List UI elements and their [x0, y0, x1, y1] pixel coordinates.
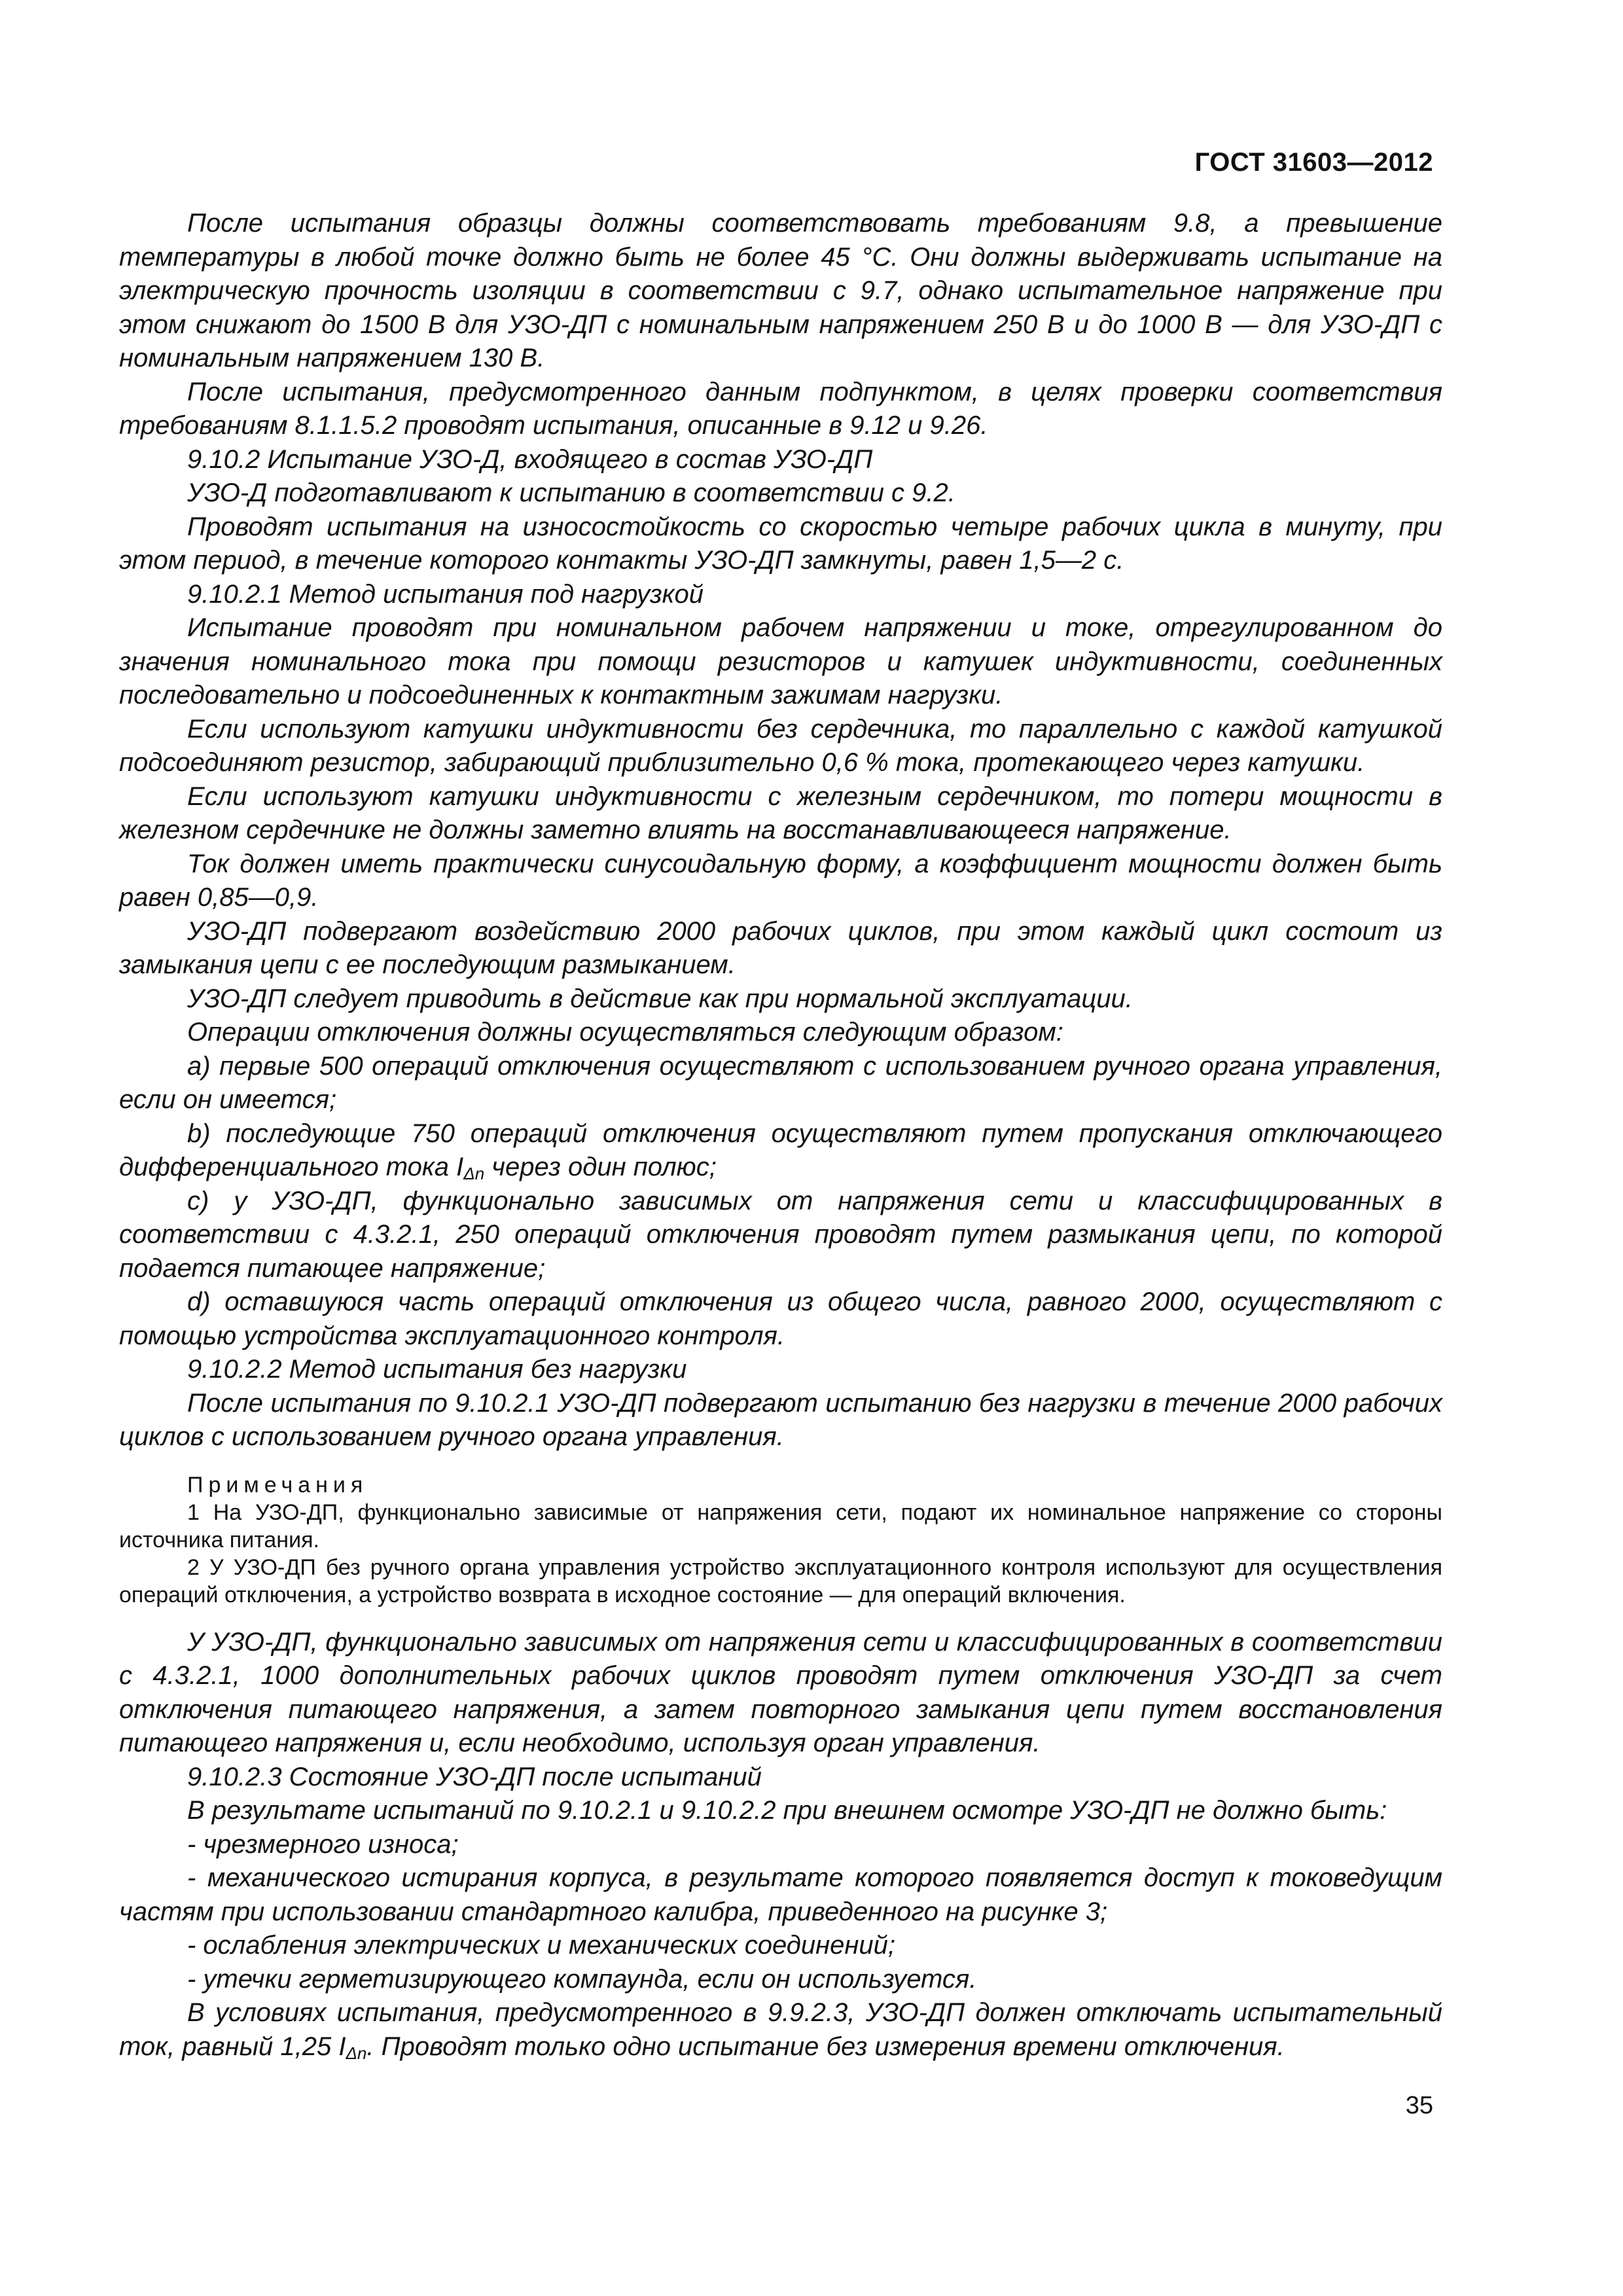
list-item: d) оставшуюся часть операций отключения из общего числа, равного 2000, осуществляют с помощью устройства эксплуатационного контроля. [119, 1287, 1442, 1350]
list-item: - чрезмерного износа; [187, 1829, 459, 1859]
list-item: а) первые 500 операций отключения осуществляют с использованием ручного органа управления, если он имеется; [119, 1051, 1442, 1114]
paragraph: Если используют катушки индуктивности без сердечника, то параллельно с каждой катушкой подсоединяют резистор, забирающий приблизительно 0,6 % тока, протекающего через катушки. [119, 714, 1442, 777]
list-item: - механического истирания корпуса, в результате которого появляется доступ к токоведущим частям при использовании стандартного калибра, приведенного на рисунке 3; [119, 1863, 1442, 1926]
paragraph: УЗО-ДП подвергают воздействию 2000 рабочих циклов, при этом каждый цикл состоит из замыкания цепи с ее последующим размыканием. [119, 916, 1442, 979]
paragraph [119, 1996, 1442, 2064]
paragraph: После испытания по 9.10.2.1 УЗО-ДП подвергают испытанию без нагрузки в течение 2000 рабочих циклов с использованием ручного органа управления. [119, 1388, 1442, 1451]
section-heading: 9.10.2.3 Состояние УЗО-ДП после испытаний [187, 1762, 762, 1791]
notes-block [119, 1471, 1442, 1609]
paragraph: Испытание проводят при номинальном рабочем напряжении и токе, отрегулированном до значения номинального тока при помощи резисторов и катушек индуктивности, соединенных последовательно и подсоединенных к контактным зажимам нагрузки. [119, 613, 1442, 709]
list-item-text: b) последующие 750 операций отключения осуществляют путем пропускания отключающего дифференциального тока I [119, 1119, 1442, 1181]
paragraph: После испытания, предусмотренного данным подпунктом, в целях проверки соответствия требованиям 8.1.1.5.2 проводят испытания, описанные в 9.12 и 9.26. [119, 377, 1442, 440]
note-item: 1 На УЗО-ДП, функционально зависимые от напряжения сети, подают их номинальное напряжение со стороны источника питания. [119, 1499, 1442, 1552]
paragraph: Ток должен иметь практически синусоидальную форму, а коэффициент мощности должен быть равен 0,85—0,9. [119, 849, 1442, 912]
paragraph: УЗО-Д подготавливают к испытанию в соответствии с 9.2. [187, 478, 955, 507]
paragraph: После испытания образцы должны соответствовать требованиям 9.8, а превышение температуры в любой точке должно быть не более 45 °С. Они должны выдерживать испытание на электрическую прочность изоляции в соответствии с 9.7, однако испытательное напряжение при этом снижают до 1500 В для УЗО-ДП с номинальным напряжением 250 В и до 1000 В — для УЗО-ДП с номинальным напряжением 130 В. [119, 209, 1442, 372]
list-item [119, 1117, 1442, 1185]
section-heading: 9.10.2.2 Метод испытания без нагрузки [187, 1355, 687, 1384]
section-heading: 9.10.2.1 Метод испытания под нагрузкой [187, 579, 704, 609]
page-number: 35 [1405, 2092, 1433, 2119]
current-subscript: Δn [463, 1164, 485, 1183]
paragraph: Проводят испытания на износостойкость со скоростью четыре рабочих цикла в минуту, при этом период, в течение которого контакты УЗО-ДП замкнуты, равен 1,5—2 с. [119, 512, 1442, 575]
list-item: - утечки герметизирующего компаунда, если он используется. [187, 1964, 977, 1994]
notes-title: Примечания [187, 1472, 368, 1498]
paragraph: В результате испытаний по 9.10.2.1 и 9.10.2.2 при внешнем осмотре УЗО-ДП не должно быть: [187, 1796, 1387, 1825]
paragraph: УЗО-ДП следует приводить в действие как при нормальной эксплуатации. [187, 984, 1133, 1013]
list-item-text: через один полюс; [484, 1153, 717, 1181]
paragraph: Операции отключения должны осуществляться следующим образом: [187, 1018, 1063, 1047]
paragraph-text: В условиях испытания, предусмотренного в 9.9.2.3, УЗО-ДП должен отключать испытательный ток, равный 1,25 I [119, 1998, 1442, 2061]
current-subscript: Δn [346, 2043, 367, 2063]
page-content [119, 207, 1442, 2064]
paragraph-text: . Проводят только одно испытание без измерения времени отключения. [366, 2032, 1285, 2061]
paragraph: Если используют катушки индуктивности с железным сердечником, то потери мощности в железном сердечнике не должны заметно влиять на восстанавливающееся напряжение. [119, 781, 1442, 844]
list-item: с) у УЗО-ДП, функционально зависимых от напряжения сети и классифицированных в соответствии с 4.3.2.1, 250 операций отключения проводят путем размыкания цепи, по которой подается питающее напряжение; [119, 1186, 1442, 1283]
document-code: ГОСТ 31603—2012 [1194, 148, 1433, 177]
list-item: - ослабления электрических и механических соединений; [187, 1931, 896, 1960]
note-item: 2 У УЗО-ДП без ручного органа управления устройство эксплуатационного контроля используют для осуществления операций отключения, а устройство возврата в исходное состояние — для операций включения. [119, 1554, 1442, 1607]
section-heading: 9.10.2 Испытание УЗО-Д, входящего в состав УЗО-ДП [187, 444, 873, 474]
paragraph: У УЗО-ДП, функционально зависимых от напряжения сети и классифицированных в соответствии с 4.3.2.1, 1000 дополнительных рабочих циклов проводят путем отключения УЗО-ДП за счет отключения питающего напряжения, а затем повторного замыкания цепи путем восстановления питающего напряжения и, если необходимо, используя орган управления. [119, 1627, 1442, 1757]
